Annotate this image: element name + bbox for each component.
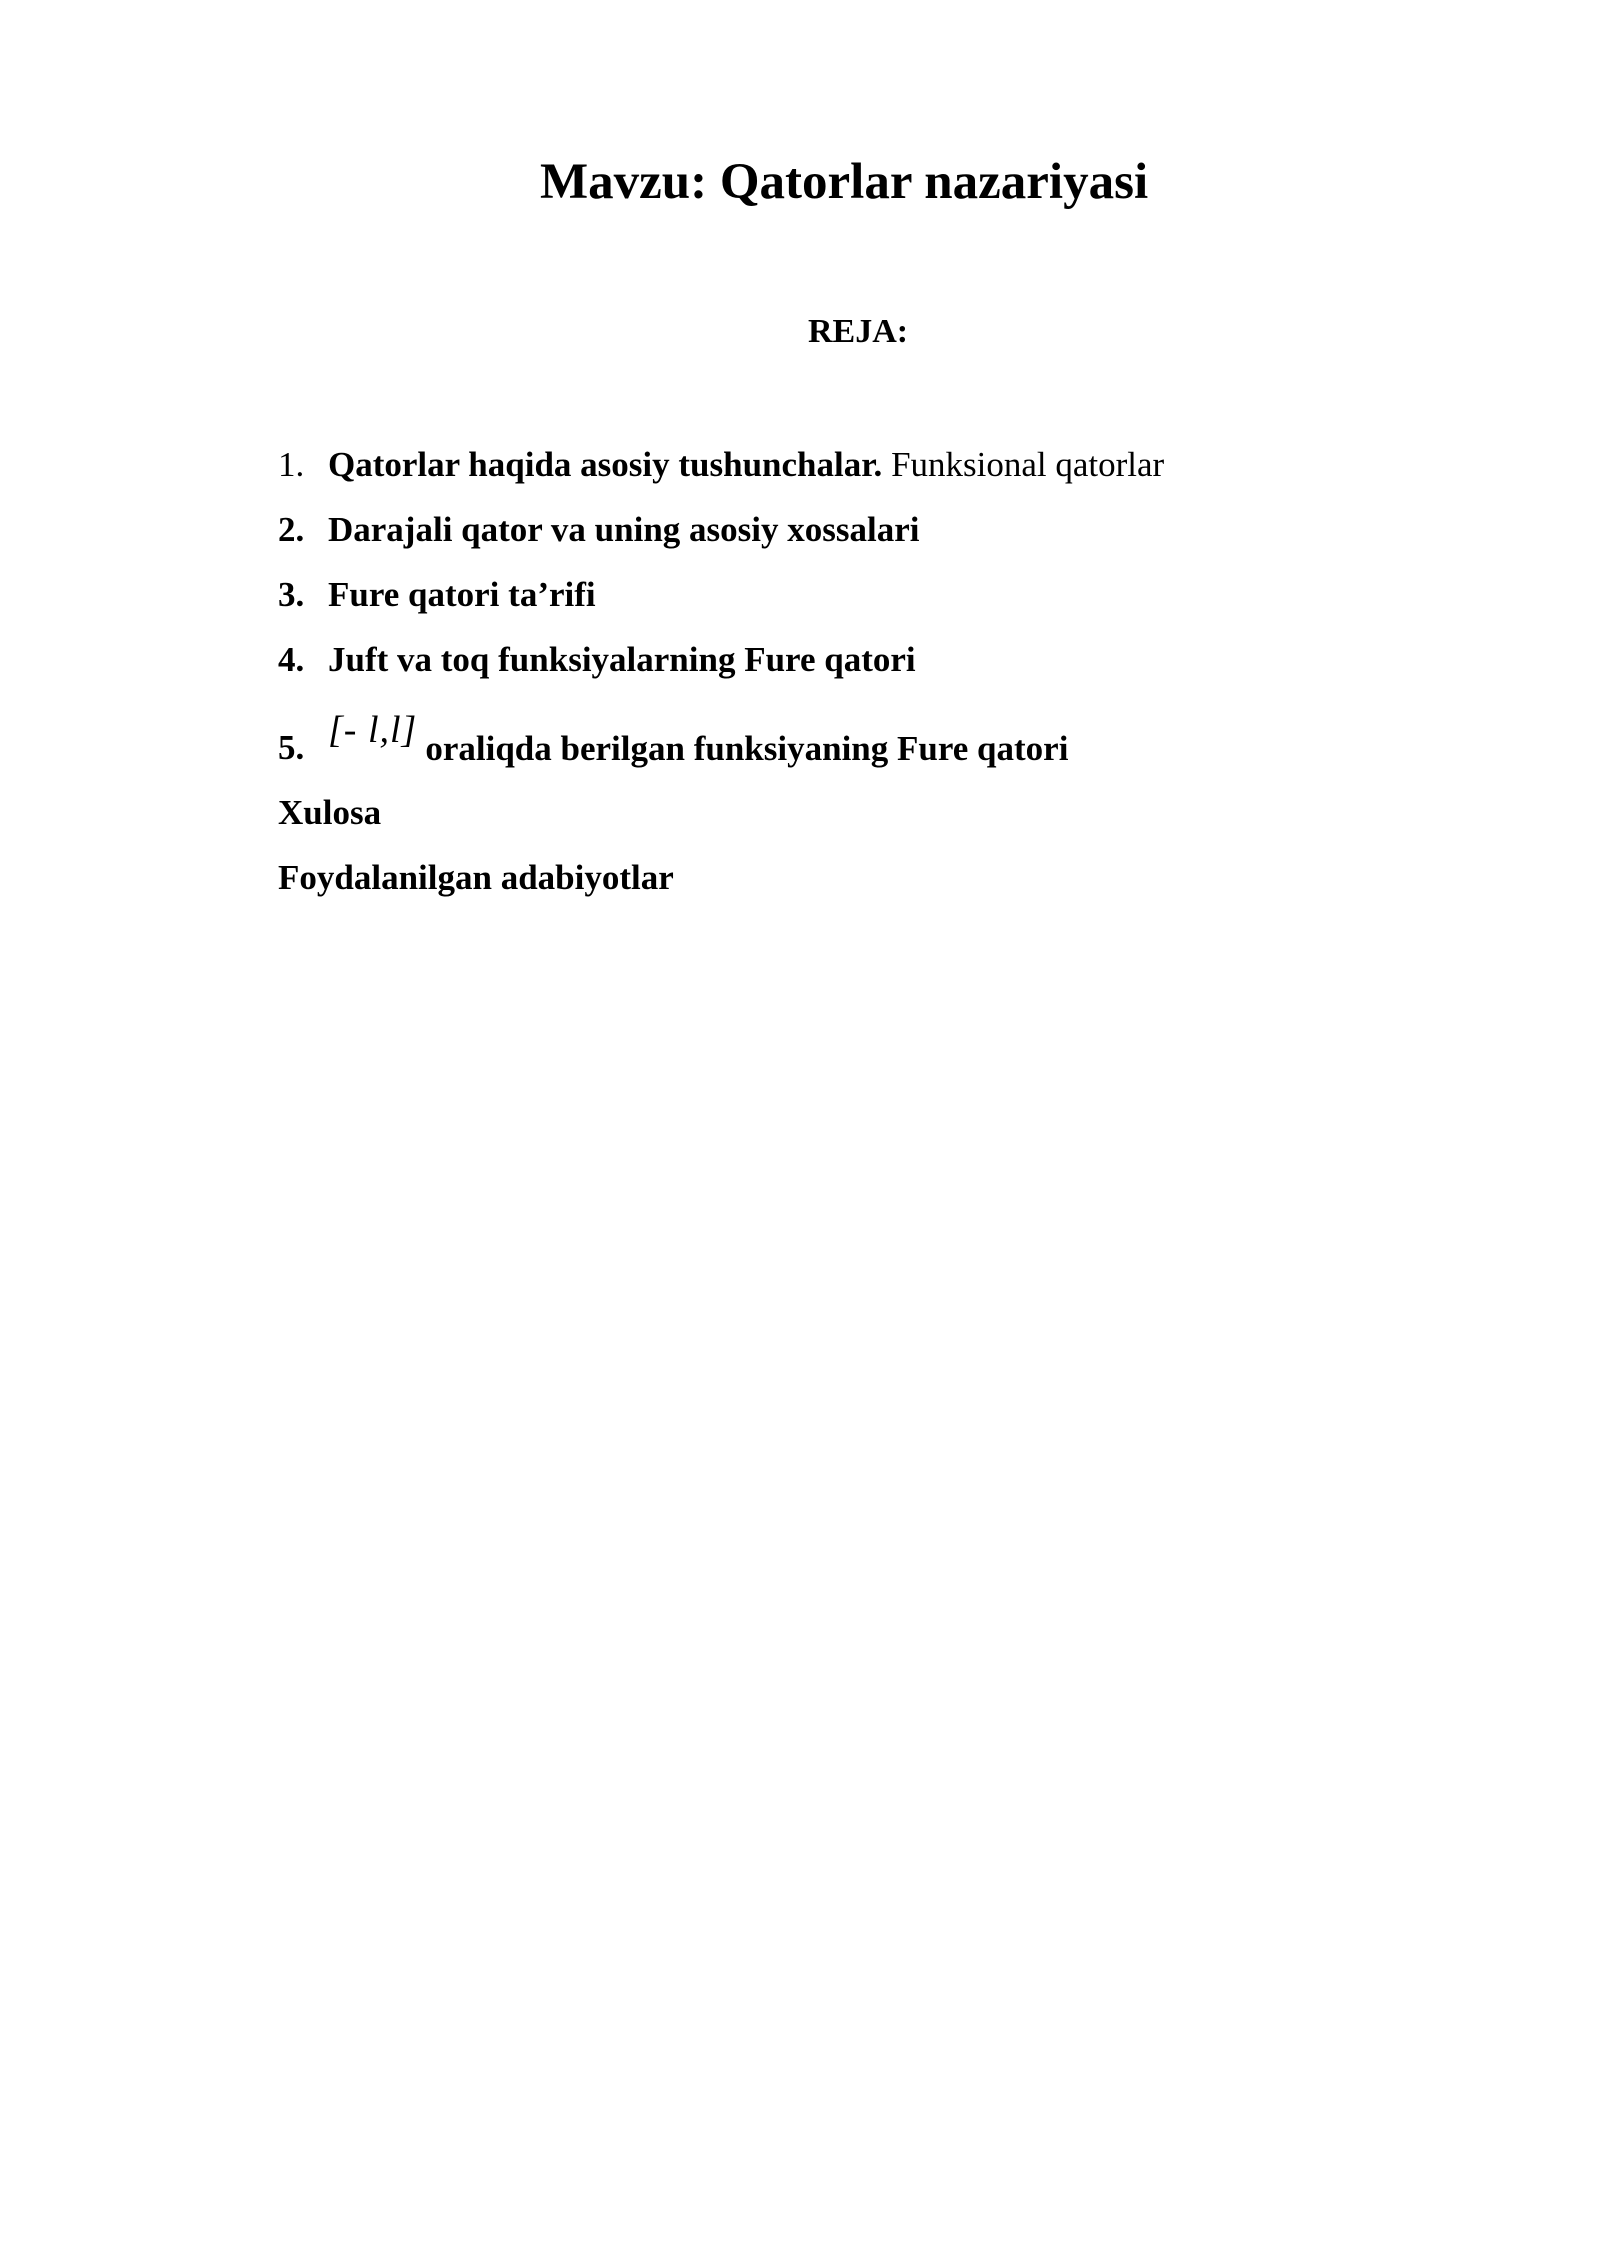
plan-item-text bbox=[328, 444, 1164, 486]
conclusion-label: Xulosa bbox=[278, 793, 382, 832]
plan-item-bold-text: Juft va toq funksiyalarning Fure qatori bbox=[328, 640, 916, 679]
interval-formula: [- l,l] bbox=[328, 709, 418, 751]
page-title: Mavzu: Qatorlar nazariyasi bbox=[540, 154, 1149, 210]
plan-item-number: 5. bbox=[278, 728, 305, 767]
plan-heading: REJA: bbox=[808, 313, 909, 350]
plan-item-bold-text: Qatorlar haqida asosiy tushunchalar. bbox=[328, 445, 883, 484]
plan-item-bold-text: oraliqda berilgan funksiyaning Fure qatori bbox=[425, 729, 1069, 768]
references-label: Foydalanilgan adabiyotlar bbox=[278, 858, 674, 897]
plan-item-number: 3. bbox=[278, 575, 305, 614]
plan-item-number: 1. bbox=[278, 445, 305, 484]
plan-item-regular-text: Funksional qatorlar bbox=[891, 445, 1165, 484]
plan-item-number: 2. bbox=[278, 510, 305, 549]
plan-item-bold-text: Darajali qator va uning asosiy xossalari bbox=[328, 510, 920, 549]
plan-item-bold-text: Fure qatori ta’rifi bbox=[328, 575, 596, 614]
plan-item-number: 4. bbox=[278, 640, 305, 679]
plan-item-text bbox=[328, 709, 1069, 770]
